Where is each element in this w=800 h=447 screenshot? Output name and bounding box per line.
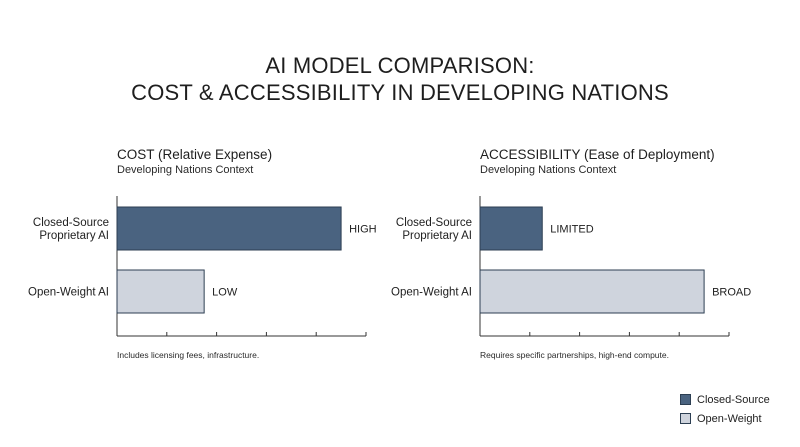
cost-panel-title: COST (Relative Expense) [117,147,273,162]
cost-panel-subtitle: Developing Nations Context [117,164,254,176]
accessibility-panel-title: ACCESSIBILITY (Ease of Deployment) [480,147,715,162]
accessibility-panel-note: Requires specific partnerships, high-end compute. [480,350,669,360]
accessibility-category-label-0-line-0: Closed-Source [395,217,472,229]
legend-label-open-weight: Open-Weight [697,412,762,425]
cost-category-label-0-line-1: Proprietary AI [39,230,109,242]
cost-panel-note: Includes licensing fees, infrastructure. [117,350,260,360]
accessibility-category-label-0-line-1: Proprietary AI [402,230,472,242]
accessibility-value-label-1: BROAD [712,286,752,299]
chart-title-line-1: AI MODEL COMPARISON: [265,53,535,78]
chart-title-line-2: COST & ACCESSIBILITY IN DEVELOPING NATIONS [131,80,669,105]
cost-category-label-1-line-0: Open-Weight AI [28,286,109,299]
legend-swatch-closed-source [680,394,691,405]
accessibility-bar-1 [480,270,704,313]
accessibility-category-label-1-line-0: Open-Weight AI [391,286,472,299]
legend-swatch-open-weight [680,413,691,424]
legend-label-closed-source: Closed-Source [697,393,770,406]
accessibility-value-label-0: LIMITED [550,223,594,236]
accessibility-bar-0 [480,207,542,250]
cost-value-label-1: LOW [212,286,238,299]
legend-item-open-weight [680,411,770,426]
cost-value-label-0: HIGH [349,223,377,236]
cost-category-label-0-line-0: Closed-Source [32,217,109,229]
accessibility-panel-subtitle: Developing Nations Context [480,164,617,176]
legend [680,392,770,430]
legend-item-closed-source [680,392,770,407]
